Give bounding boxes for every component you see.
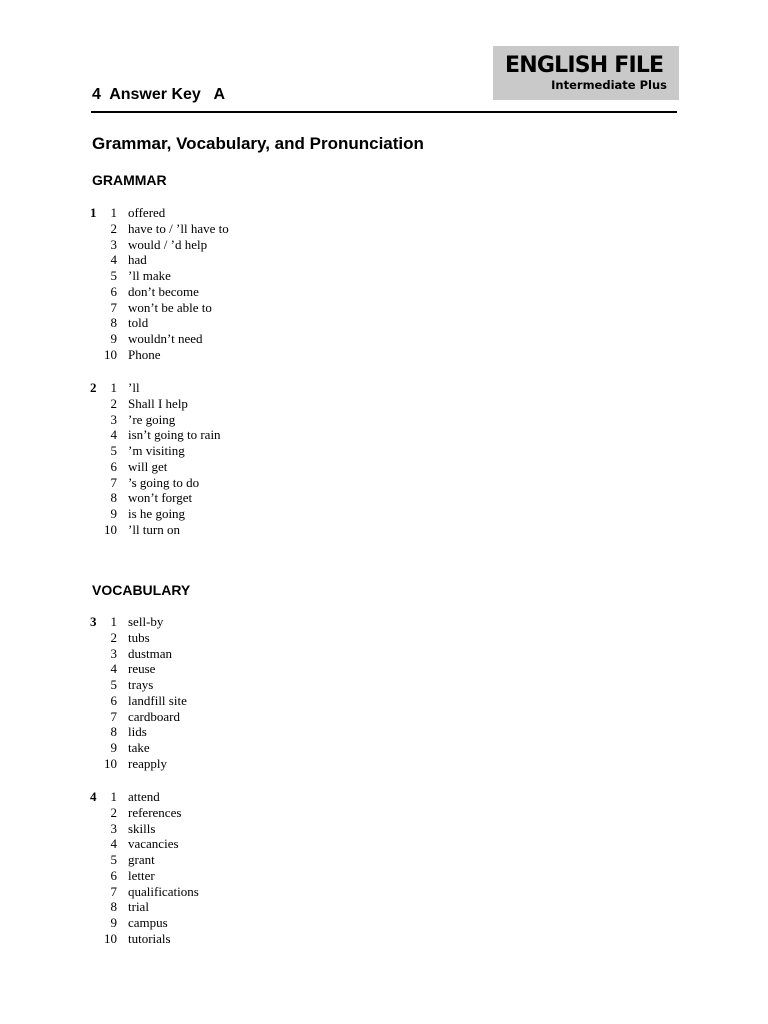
page-title: 4 Answer Key A bbox=[92, 86, 226, 103]
exercise-number: 3 bbox=[90, 614, 97, 629]
answer-text: ’ll bbox=[128, 380, 140, 395]
answer-number: 1 bbox=[110, 614, 117, 629]
answer-text: Shall I help bbox=[128, 395, 188, 411]
answer-number: 5 bbox=[110, 852, 117, 867]
answer-number: 10 bbox=[104, 346, 117, 362]
answer-number: 9 bbox=[110, 740, 117, 755]
answer-text: lids bbox=[128, 724, 147, 740]
answer-number: 9 bbox=[110, 331, 117, 346]
answer-number: 10 bbox=[104, 755, 117, 771]
answer-number: 9 bbox=[110, 915, 117, 930]
logo-level: Intermediate Plus bbox=[551, 78, 667, 92]
answer-number: 1 bbox=[110, 789, 117, 804]
english-file-logo bbox=[493, 46, 679, 100]
answer-text: told bbox=[128, 315, 149, 331]
answer-text: attend bbox=[128, 789, 160, 804]
answer-number: 8 bbox=[110, 724, 117, 740]
answer-text: ’ll turn on bbox=[128, 521, 180, 537]
exercise-number: 1 bbox=[90, 205, 97, 220]
answer-text: cardboard bbox=[128, 708, 180, 724]
title-divider bbox=[91, 111, 677, 113]
answer-number: 2 bbox=[110, 804, 117, 820]
answer-number: 4 bbox=[110, 427, 117, 443]
answer-number: 4 bbox=[110, 661, 117, 677]
answer-text: wouldn’t need bbox=[128, 331, 203, 346]
answer-number: 2 bbox=[110, 395, 117, 411]
answer-number: 2 bbox=[110, 629, 117, 645]
answer-number: 8 bbox=[110, 899, 117, 915]
answer-number: 4 bbox=[110, 252, 117, 268]
answer-text: offered bbox=[128, 205, 166, 220]
answer-text: reapply bbox=[128, 755, 167, 771]
answer-text: campus bbox=[128, 915, 168, 930]
answer-number: 7 bbox=[110, 474, 117, 490]
answer-text: won’t be able to bbox=[128, 299, 212, 315]
answer-text: references bbox=[128, 804, 182, 820]
exercise-number: 2 bbox=[90, 380, 97, 395]
answer-number: 8 bbox=[110, 490, 117, 506]
answer-text: vacancies bbox=[128, 836, 179, 852]
answer-text: is he going bbox=[128, 506, 186, 521]
answer-text: ’re going bbox=[128, 411, 176, 427]
answer-text: tutorials bbox=[128, 930, 171, 946]
answer-number: 5 bbox=[110, 268, 117, 283]
answer-number: 3 bbox=[110, 236, 117, 252]
answer-text: Phone bbox=[128, 346, 161, 362]
answer-text: sell-by bbox=[128, 614, 164, 629]
answer-number: 9 bbox=[110, 506, 117, 521]
exercise-number: 4 bbox=[90, 789, 97, 804]
answer-text: ’ll make bbox=[128, 268, 171, 283]
answer-text: ’m visiting bbox=[128, 443, 185, 458]
answer-text: skills bbox=[128, 820, 156, 836]
answer-number: 6 bbox=[110, 867, 117, 883]
answer-text: isn’t going to rain bbox=[128, 427, 221, 443]
answer-text: reuse bbox=[128, 661, 156, 677]
answer-text: tubs bbox=[128, 629, 150, 645]
logo-brand: ENGLISH FILE bbox=[505, 53, 664, 78]
answer-text: had bbox=[128, 252, 147, 268]
answer-number: 6 bbox=[110, 692, 117, 708]
answer-text: don’t become bbox=[128, 283, 199, 299]
answer-text: trial bbox=[128, 899, 149, 915]
answer-text: landfill site bbox=[128, 692, 187, 708]
answer-number: 4 bbox=[110, 836, 117, 852]
answer-text: trays bbox=[128, 677, 154, 692]
answer-number: 7 bbox=[110, 299, 117, 315]
answer-number: 8 bbox=[110, 315, 117, 331]
answer-number: 7 bbox=[110, 883, 117, 899]
answer-text: letter bbox=[128, 867, 155, 883]
answer-number: 3 bbox=[110, 820, 117, 836]
answer-number: 6 bbox=[110, 458, 117, 474]
answer-number: 1 bbox=[110, 205, 117, 220]
answer-text: have to / ’ll have to bbox=[128, 220, 229, 236]
grammar-heading: GRAMMAR bbox=[92, 172, 167, 188]
answer-number: 3 bbox=[110, 411, 117, 427]
answer-text: grant bbox=[128, 852, 155, 867]
answer-number: 6 bbox=[110, 283, 117, 299]
answer-number: 10 bbox=[104, 521, 117, 537]
answer-number: 5 bbox=[110, 677, 117, 692]
vocabulary-heading: VOCABULARY bbox=[92, 582, 191, 598]
answer-text: ’s going to do bbox=[128, 474, 200, 490]
answer-number: 2 bbox=[110, 220, 117, 236]
answer-number: 5 bbox=[110, 443, 117, 458]
answer-text: won’t forget bbox=[128, 490, 193, 506]
answer-number: 7 bbox=[110, 708, 117, 724]
answer-number: 3 bbox=[110, 645, 117, 661]
answer-text: dustman bbox=[128, 645, 173, 661]
answer-number: 1 bbox=[110, 380, 117, 395]
answer-number: 10 bbox=[104, 930, 117, 946]
answer-text: take bbox=[128, 740, 150, 755]
answer-text: would / ’d help bbox=[128, 236, 208, 252]
answer-text: qualifications bbox=[128, 883, 199, 899]
section-heading: Grammar, Vocabulary, and Pronunciation bbox=[92, 134, 424, 153]
answer-text: will get bbox=[128, 458, 168, 474]
